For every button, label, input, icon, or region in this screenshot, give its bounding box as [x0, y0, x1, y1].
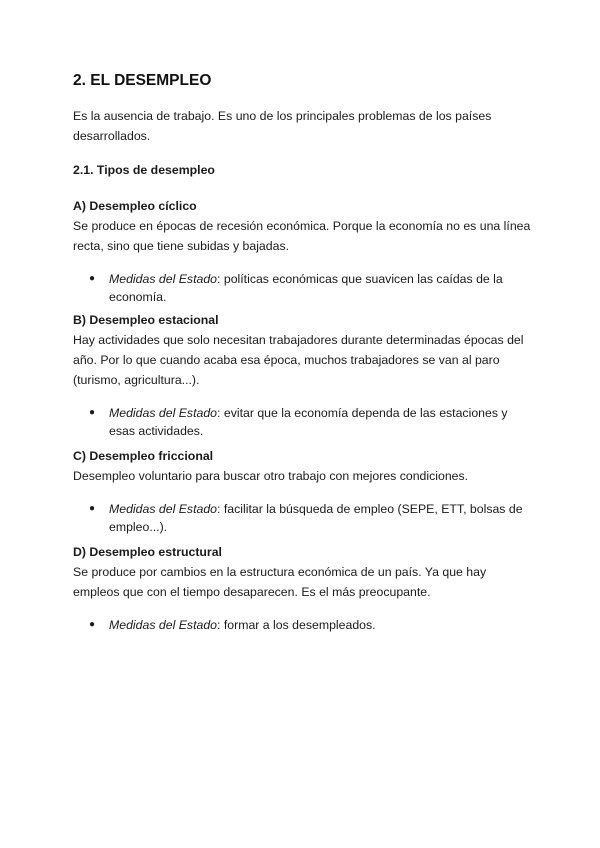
- section-heading: C) Desempleo friccional: [73, 449, 214, 463]
- measure-text: : facilitar la búsqueda de empleo (SEPE, ETT, bolsas de empleo...).: [109, 502, 523, 534]
- measure-label: Medidas del Estado: [109, 618, 218, 632]
- measures-list: [73, 404, 533, 440]
- section-heading: B) Desempleo estacional: [73, 313, 219, 327]
- section-desempleo-ciclico: [73, 196, 533, 306]
- section-desempleo-estructural: [73, 542, 533, 634]
- section-heading: A) Desempleo cíclico: [73, 199, 197, 213]
- intro-paragraph: Es la ausencia de trabajo. Es uno de los principales problemas de los países desarrollados.: [73, 109, 492, 143]
- bullet-icon: ●: [89, 273, 96, 284]
- measure-text: : formar a los desempleados.: [217, 618, 376, 632]
- measures-list: [73, 270, 533, 306]
- bullet-icon: ●: [89, 619, 96, 630]
- list-item: [73, 270, 533, 306]
- section-heading: D) Desempleo estructural: [73, 545, 222, 559]
- section-desempleo-estacional: [73, 310, 533, 440]
- section-desempleo-friccional: [73, 446, 533, 536]
- section-text: Se produce por cambios en la estructura económica de un país. Ya que hay empleos que con el tiempo desaparecen. Es el más preocupante.: [73, 565, 487, 599]
- measures-list: [73, 616, 533, 634]
- measure-label: Medidas del Estado: [109, 406, 218, 420]
- document-page: [73, 70, 533, 634]
- measure-text: : evitar que la economía dependa de las estaciones y esas actividades.: [109, 406, 508, 438]
- measure-text: : políticas económicas que suavicen las caídas de la economía.: [109, 272, 503, 304]
- section-text: Se produce en épocas de recesión económica. Porque la economía no es una línea recta, sino que tiene subidas y bajadas.: [73, 219, 531, 253]
- page-title: 2. EL DESEMPLEO: [73, 72, 212, 89]
- list-item: [73, 404, 533, 440]
- measure-label: Medidas del Estado: [109, 502, 218, 516]
- section-text: Hay actividades que solo necesitan trabajadores durante determinadas épocas del año. Por lo que cuando acaba esa época, muchos trabajadores se van al paro (turismo, agricultura...).: [73, 333, 524, 387]
- list-item: [73, 500, 533, 536]
- measure-label: Medidas del Estado: [109, 272, 218, 286]
- bullet-icon: ●: [89, 407, 96, 418]
- bullet-icon: ●: [89, 503, 96, 514]
- section-subtitle: 2.1. Tipos de desempleo: [73, 163, 215, 177]
- section-text: Desempleo voluntario para buscar otro trabajo con mejores condiciones.: [73, 469, 469, 483]
- measures-list: [73, 500, 533, 536]
- list-item: [73, 616, 533, 634]
